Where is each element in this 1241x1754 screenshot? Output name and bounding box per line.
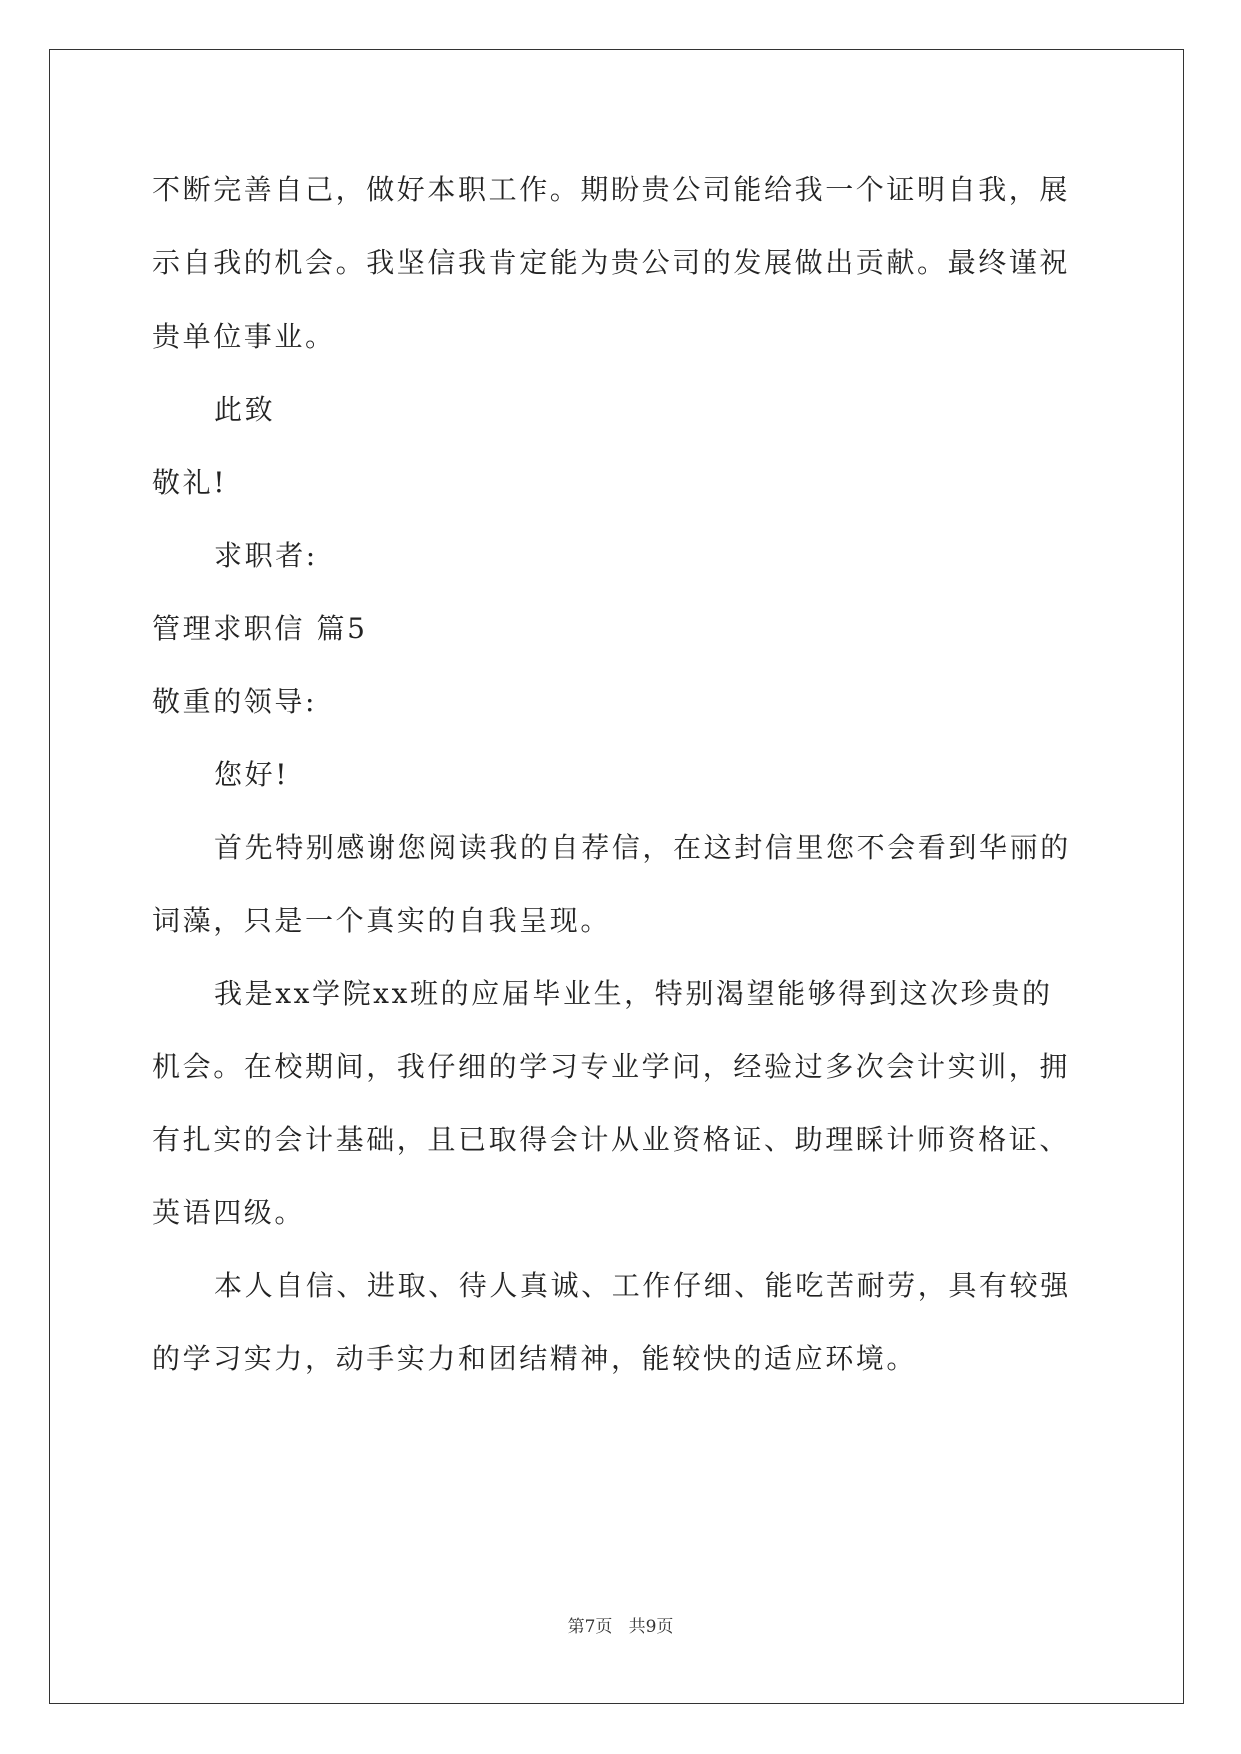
- body-line-11: 词藻，只是一个真实的自我呈现。: [152, 904, 612, 937]
- salutation: 敬重的领导:: [152, 685, 318, 718]
- body-line-1: 不断完善自己，做好本职工作。期盼贵公司能给我一个证明自我，展: [152, 173, 1071, 206]
- body-line-14: 有扎实的会计基础，且已取得会计从业资格证、助理睬计师资格证、: [152, 1123, 1071, 1156]
- body-line-15: 英语四级。: [152, 1196, 306, 1229]
- body-line-3: 贵单位事业。: [152, 320, 336, 353]
- body-line-13: 机会。在校期间，我仔细的学习专业学问，经验过多次会计实训，拥: [152, 1050, 1071, 1083]
- page-number-footer: 第7页 共9页: [567, 1617, 674, 1637]
- body-line-16: 本人自信、进取、待人真诚、工作仔细、能吃苦耐劳，具有较强: [214, 1269, 1071, 1302]
- closing-line-jingli: 敬礼!: [152, 466, 228, 499]
- page-frame: [49, 49, 1184, 1704]
- body-line-10: 首先特别感谢您阅读我的自荐信，在这封信里您不会看到华丽的: [214, 831, 1071, 864]
- body-line-12: 我是xx学院xx班的应届毕业生，特别渴望能够得到这次珍贵的: [214, 977, 1053, 1010]
- body-line-17: 的学习实力，动手实力和团结精神，能较快的适应环境。: [152, 1342, 918, 1375]
- closing-line-cizhi: 此致: [214, 393, 276, 426]
- section-heading: 管理求职信 篇5: [152, 612, 368, 645]
- greeting: 您好!: [214, 758, 290, 791]
- signature-line: 求职者:: [214, 539, 318, 572]
- body-line-2: 示自我的机会。我坚信我肯定能为贵公司的发展做出贡献。最终谨祝: [152, 246, 1071, 279]
